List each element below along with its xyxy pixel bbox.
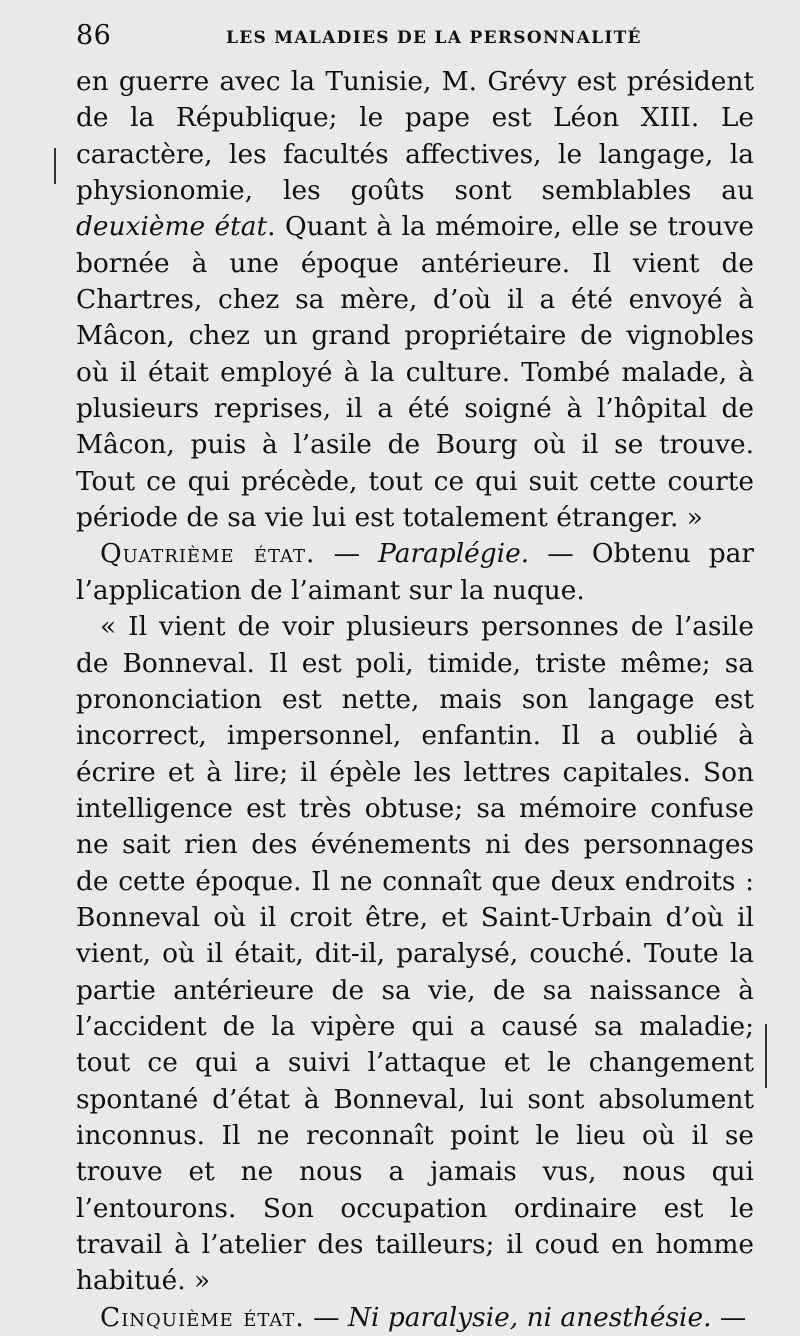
em-dash: — <box>304 1301 348 1333</box>
margin-mark-right <box>765 1024 767 1088</box>
paragraph-text: en guerre avec la Tunisie, M. Grévy est président de la République; le pape est Léon XIII. Le caractère, les facultés affectives, le langage, la physionomie, les goûts sont semblables au <box>76 66 754 207</box>
italic-term: deuxième état <box>76 211 268 243</box>
body-text <box>76 64 754 1336</box>
paragraph-text: . Quant à la mémoire, elle se trouve bornée à une époque antérieure. Il vient de Chartres, chez sa mère, d’où il a été envoyé à Mâcon, chez un grand propriétaire de vignobles où il était employé à la culture. Tombé malade, à plusieurs reprises, il a été soigné à l’hôpital de Mâcon, puis à l’asile de Bourg où il se trouve. Tout ce qui précède, tout ce qui suit cette courte période de sa vie lui est totalement étranger. » <box>76 211 754 534</box>
paragraph-fifth-state <box>76 1300 754 1336</box>
page-number: 86 <box>76 20 112 51</box>
page-header <box>76 18 754 54</box>
margin-mark-left <box>54 148 56 184</box>
state-heading: Quatrième état. <box>100 538 316 570</box>
italic-term: Ni paralysie, ni anesthésie. <box>347 1301 712 1333</box>
paragraph-text: — Obtenu par l’application de l’aimant sur la nuque. <box>76 538 755 606</box>
italic-term: Paraplégie. <box>378 538 530 570</box>
running-head: LES MALADIES DE LA PERSONNALITÉ <box>226 28 642 48</box>
em-dash: — <box>315 538 379 570</box>
paragraph-fourth-state <box>76 536 754 609</box>
state-heading: Cinquième état. <box>100 1301 305 1333</box>
paragraph-continuation <box>76 64 754 536</box>
em-dash: — <box>711 1301 747 1333</box>
paragraph-text: « Il vient de voir plusieurs personnes de l’asile de Bonneval. Il est poli, timide, triste même; sa prononciation est nette, mais son langage est incorrect, impersonnel, enfantin. Il a oublié à écrire et à lire; il épèle les lettres capitales. Son intelligence est très obtuse; sa mémoire confuse ne sait rien des événements ni des personnages de cette époque. Il ne connaît que deux endroits : Bonneval où il croit être, et Saint-Urbain d’où il vient, où il était, dit-il, paralysé, couché. Toute la partie antérieure de sa vie, de sa naissance à l’accident de la vipère qui a causé sa maladie; tout ce qui a suivi l’attaque et le changement spontané d’état à Bonneval, lui sont absolument inconnus. Il ne reconnaît point le lieu où il se trouve et ne nous a jamais vus, nous qui l’entourons. Son occupation ordinaire est le travail à l’atelier des tailleurs; il coud en homme habitué. » <box>76 611 754 1297</box>
paragraph-quote <box>76 609 754 1300</box>
